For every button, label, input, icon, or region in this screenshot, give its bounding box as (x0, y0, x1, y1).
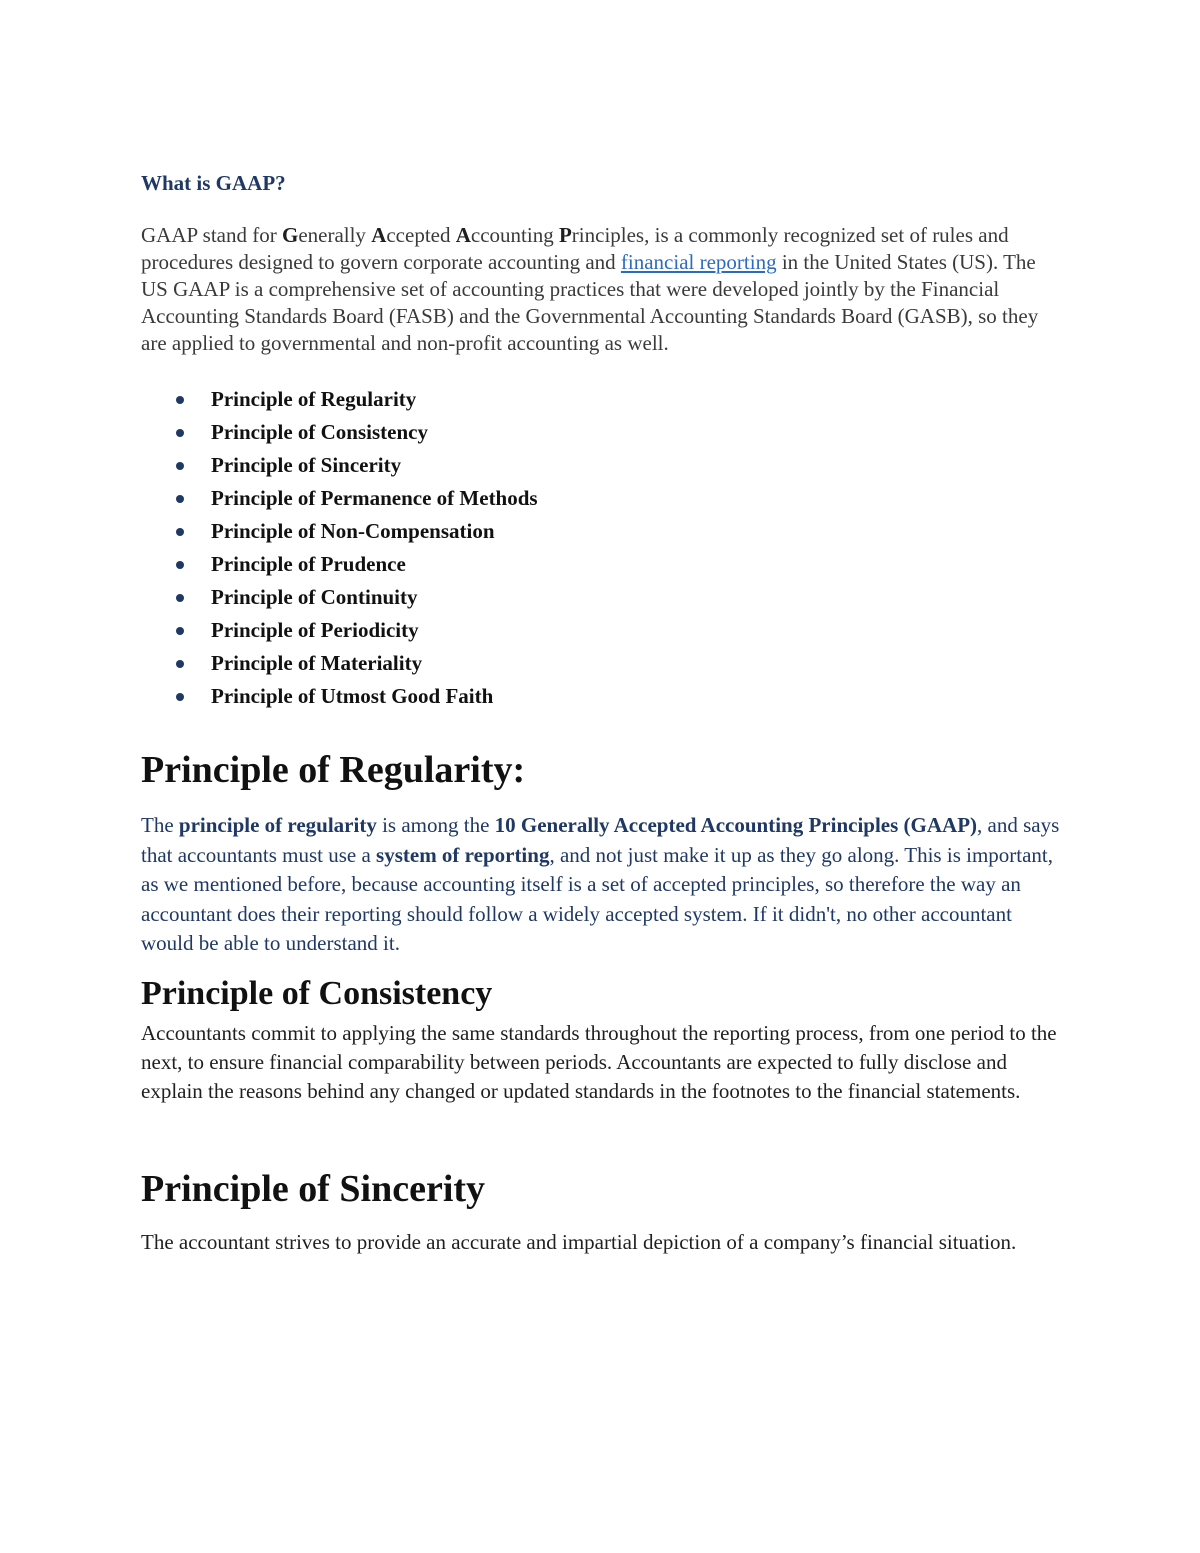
list-item-label: Principle of Prudence (211, 552, 406, 576)
list-item (141, 449, 1061, 482)
bullet-icon (176, 495, 184, 503)
bullet-icon (176, 528, 184, 536)
bullet-icon (176, 561, 184, 569)
list-item-label: Principle of Permanence of Methods (211, 486, 538, 510)
regularity-bold: 10 Generally Accepted Accounting Principles (GAAP) (494, 813, 978, 837)
financial-reporting-link[interactable]: financial reporting (620, 250, 777, 274)
list-item (141, 680, 1061, 713)
sincerity-heading: Principle of Sincerity (141, 1168, 486, 1211)
list-item-label: Principle of Non-Compensation (211, 519, 495, 543)
list-item (141, 383, 1061, 416)
intro-letter-a: A (455, 223, 471, 247)
bullet-icon (176, 660, 184, 668)
list-item (141, 416, 1061, 449)
regularity-bold: principle of regularity (178, 813, 377, 837)
list-item (141, 515, 1061, 548)
regularity-text: , and says that accountants must use a (141, 813, 1060, 867)
list-item-label: Principle of Periodicity (211, 618, 419, 642)
regularity-heading: Principle of Regularity: (141, 749, 526, 791)
document-content (141, 168, 1061, 1258)
list-item (141, 614, 1061, 647)
regularity-text: The (141, 813, 179, 837)
principles-list (141, 383, 1061, 713)
intro-letter-p: P (558, 223, 572, 247)
bullet-icon (176, 693, 184, 701)
intro-paragraph (141, 222, 1061, 357)
list-item-label: Principle of Materiality (211, 651, 423, 675)
intro-text: enerally (298, 223, 372, 247)
consistency-heading: Principle of Consistency (141, 974, 493, 1012)
list-item-label: Principle of Regularity (211, 387, 417, 411)
intro-text: in the United States (US). The US GAAP is a comprehensive set of accounting practices that were developed jointly by the Financial Accounting Standards Board (FASB) and the Governmental Accounting Standards Board (GASB), so they are applied to governmental and non-profit accounting as well. (141, 250, 1039, 355)
list-item-label: Principle of Consistency (211, 420, 428, 444)
list-item (141, 581, 1061, 614)
list-item-label: Principle of Continuity (211, 585, 418, 609)
bullet-icon (176, 627, 184, 635)
list-item (141, 548, 1061, 581)
intro-text: ccounting (470, 223, 559, 247)
regularity-bold: system of reporting (376, 842, 550, 867)
bullet-icon (176, 594, 184, 602)
consistency-paragraph: Accountants commit to applying the same standards throughout the reporting process, from one period to the next, to ensure financial comparability between periods. Accountants are expected to fully disclose and explain the reasons behind any changed or updated standards in the footnotes to the financial statements. (141, 1020, 1057, 1104)
list-item-label: Principle of Sincerity (211, 453, 402, 477)
bullet-icon (176, 429, 184, 437)
list-item (141, 482, 1061, 515)
regularity-paragraph (141, 811, 1061, 959)
bullet-icon (176, 396, 184, 404)
regularity-text: , and not just make it up as they go along. This is important, as we mentioned before, because accounting itself is a set of accepted principles, so therefore the way an accountant does their reporting should follow a widely accepted system. If it didn't, no other accountant would be able to understand it. (141, 842, 1054, 955)
bullet-icon (176, 462, 184, 470)
intro-letter-a: A (371, 223, 387, 247)
list-item-label: Principle of Utmost Good Faith (211, 684, 494, 708)
regularity-text: is among the (376, 813, 495, 837)
sincerity-paragraph: The accountant strives to provide an accurate and impartial depiction of a company’s financial situation. (141, 1230, 1017, 1255)
intro-letter-g: G (281, 223, 299, 247)
intro-text: rinciples, is a commonly recognized set of rules and procedures designed to govern corporate accounting and (141, 223, 1009, 274)
gaap-heading: What is GAAP? (141, 171, 286, 195)
list-item (141, 647, 1061, 680)
intro-text: ccepted (386, 223, 456, 247)
intro-text: GAAP stand for (141, 223, 282, 247)
